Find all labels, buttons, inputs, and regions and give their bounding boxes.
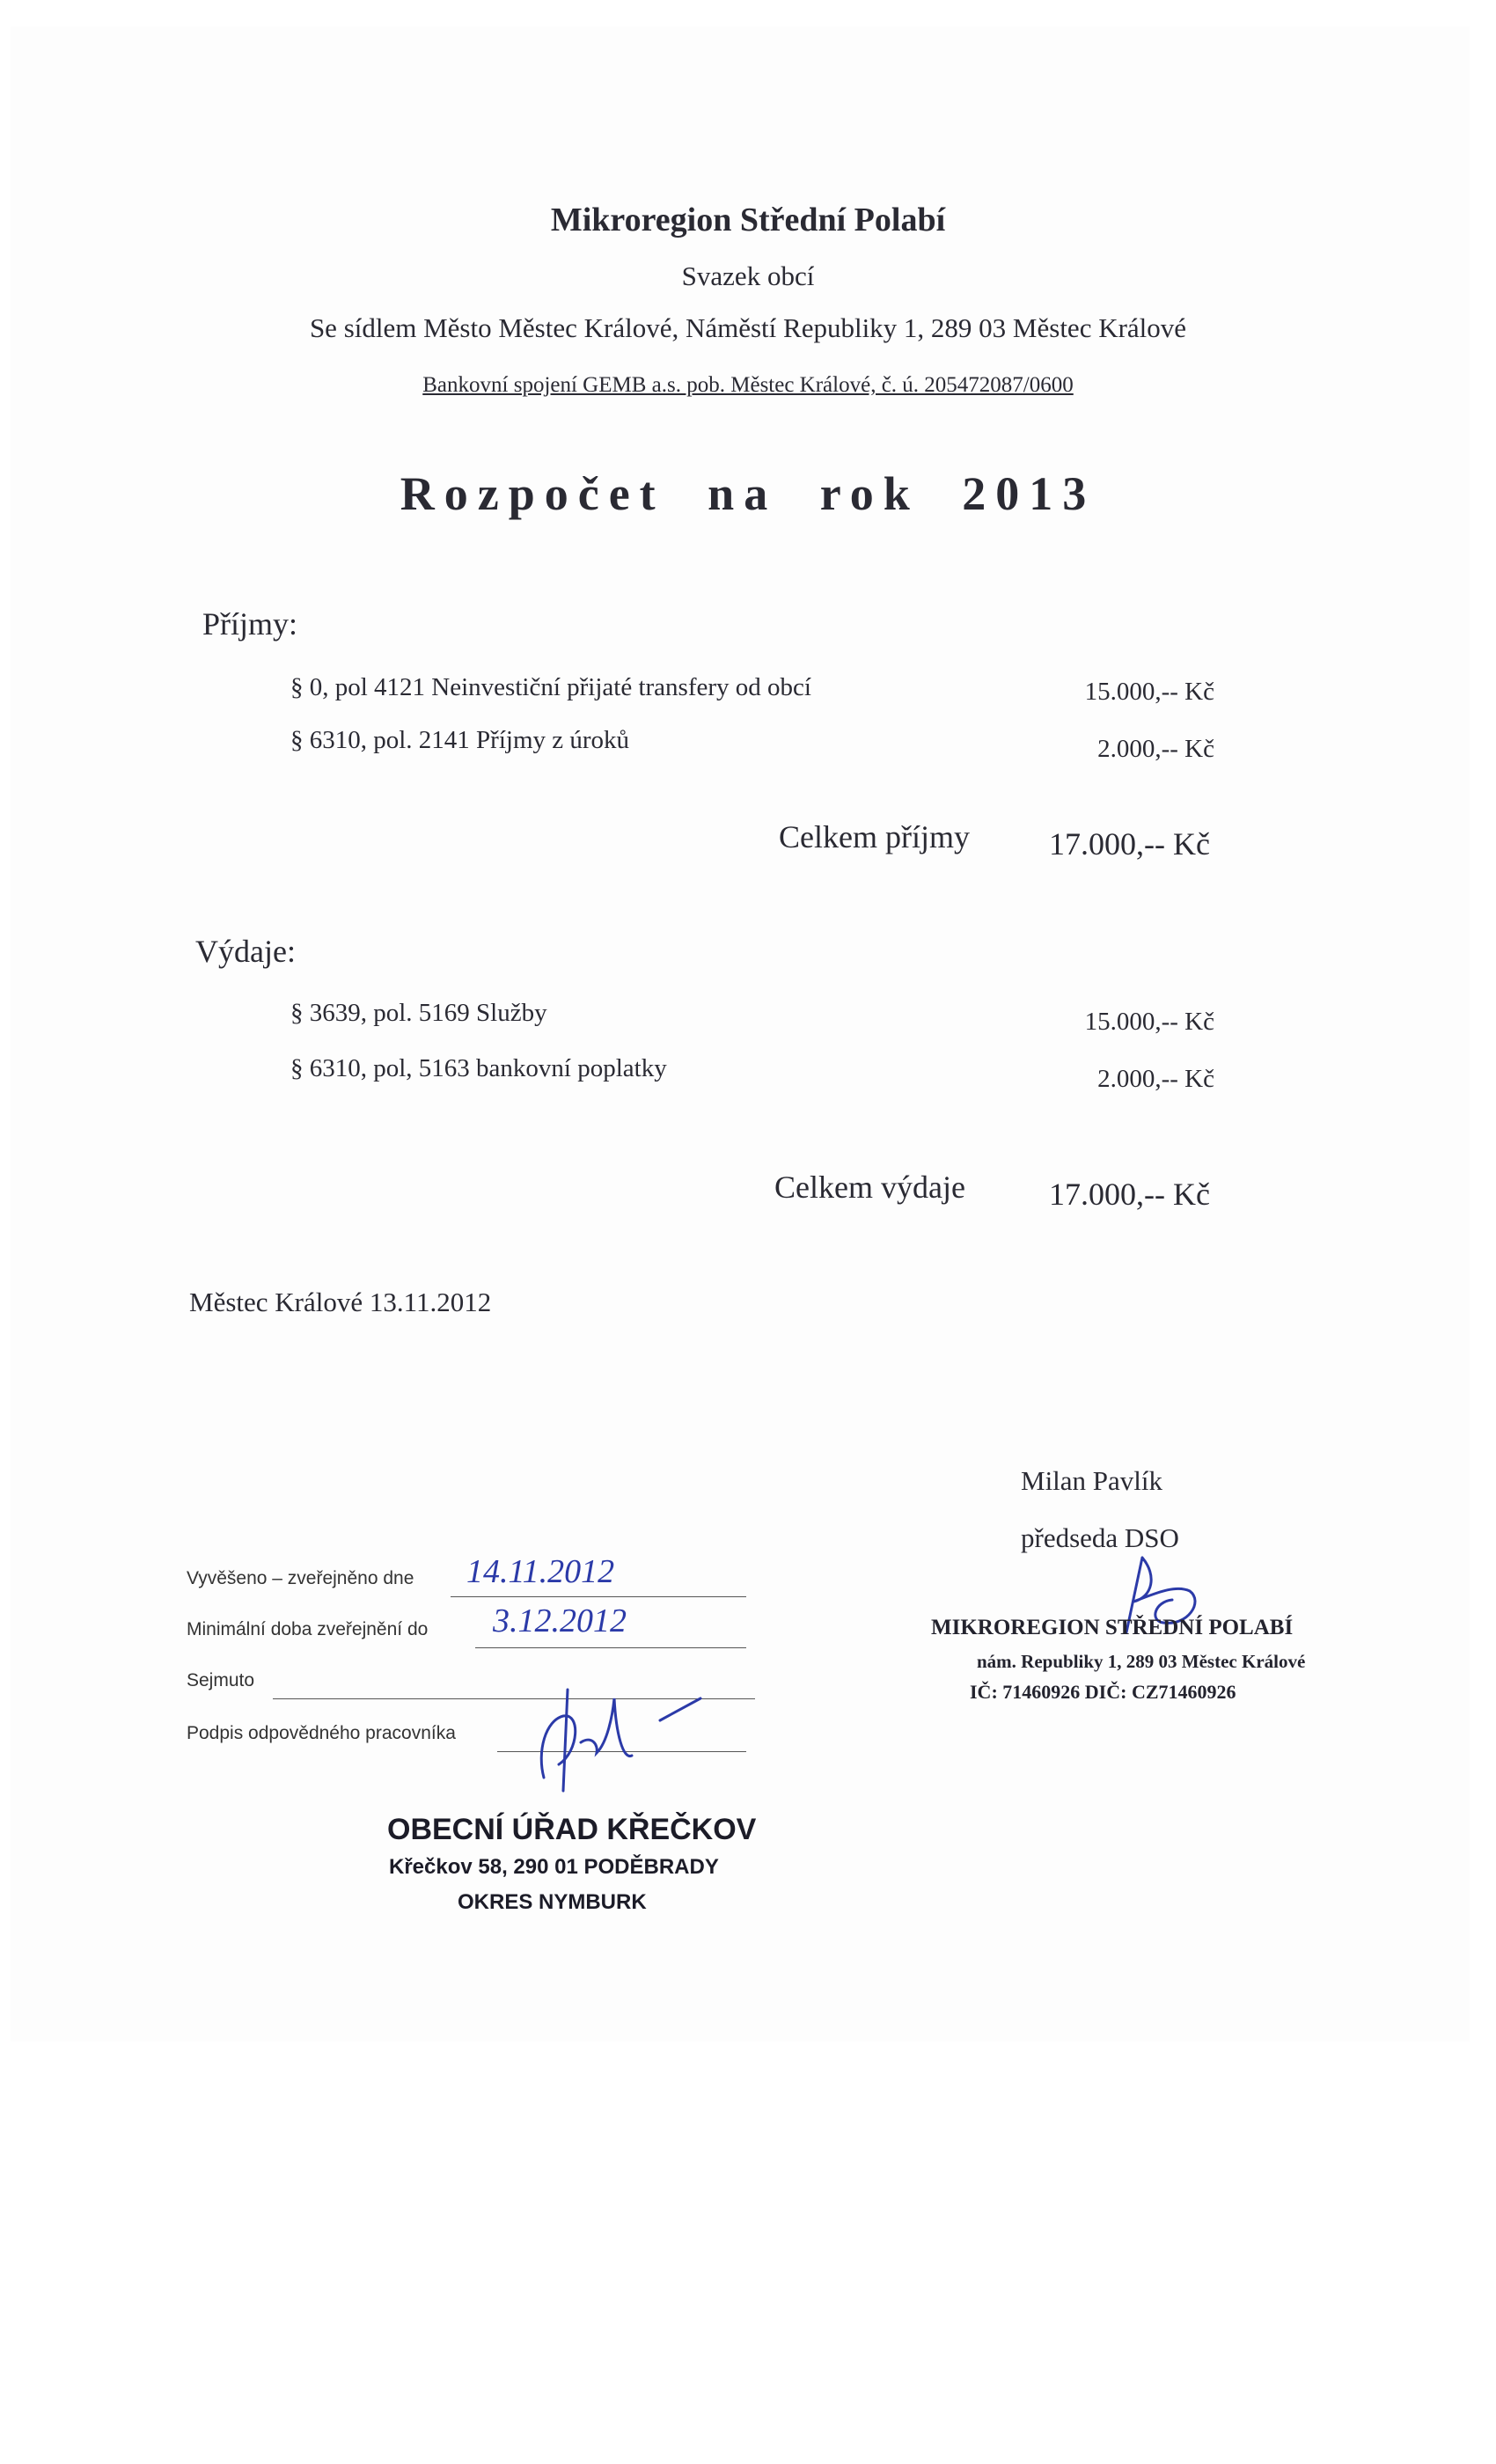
office-stamp-line-3: OKRES NYMBURK xyxy=(458,1890,647,1914)
organization-address: Se sídlem Město Městec Králové, Náměstí Republiky 1, 289 03 Městec Králové xyxy=(309,312,1187,343)
bank-details: Bankovní spojení GEMB a.s. pob. Městec Králové, č. ú. 205472087/0600 xyxy=(422,373,1074,397)
org-stamp-line-2: nám. Republiky 1, 289 03 Městec Králové xyxy=(977,1651,1306,1672)
posted-line xyxy=(451,1596,746,1597)
place-and-date: Městec Králové 13.11.2012 xyxy=(189,1287,492,1317)
posted-label: Vyvěšeno – zveřejněno dne xyxy=(187,1568,414,1588)
expenses-row-1-amount: 15.000,-- Kč xyxy=(1084,1008,1214,1036)
income-row-2-text: § 6310, pol. 2141 Příjmy z úroků xyxy=(290,726,630,754)
income-total-label: Celkem příjmy xyxy=(779,819,970,854)
income-row-1-amount: 15.000,-- Kč xyxy=(1084,678,1214,706)
org-stamp-line-1: MIKROREGION STŘEDNÍ POLABÍ xyxy=(931,1616,1294,1639)
official-signature xyxy=(528,1681,730,1795)
expenses-row-2-text: § 6310, pol, 5163 bankovní poplatky xyxy=(290,1054,667,1082)
organization-name: Mikroregion Střední Polabí xyxy=(550,202,946,238)
removed-label: Sejmuto xyxy=(187,1670,255,1690)
organization-type: Svazek obcí xyxy=(681,260,815,291)
expenses-total-label: Celkem výdaje xyxy=(774,1170,965,1205)
document-title: Rozpočet na rok 2013 xyxy=(400,467,1096,520)
expenses-label: Výdaje: xyxy=(195,934,296,969)
income-row-1-text: § 0, pol 4121 Neinvestiční přijaté transfery od obcí xyxy=(290,673,811,701)
income-total-amount: 17.000,-- Kč xyxy=(1049,826,1210,862)
signer-role: předseda DSO xyxy=(1021,1522,1179,1553)
signer-name: Milan Pavlík xyxy=(1021,1465,1163,1496)
min-period-label: Minimální doba zveřejnění do xyxy=(187,1619,429,1639)
office-stamp-line-1: OBECNÍ ÚŘAD KŘEČKOV xyxy=(387,1813,757,1846)
office-stamp-line-2: Křečkov 58, 290 01 PODĚBRADY xyxy=(389,1855,719,1879)
org-stamp-line-3: IČ: 71460926 DIČ: CZ71460926 xyxy=(970,1681,1236,1703)
signature-label: Podpis odpovědného pracovníka xyxy=(187,1723,456,1743)
posted-date-handwritten: 14.11.2012 xyxy=(466,1553,615,1590)
expenses-row-2-amount: 2.000,-- Kč xyxy=(1097,1065,1214,1093)
income-row-2-amount: 2.000,-- Kč xyxy=(1097,735,1214,763)
income-label: Příjmy: xyxy=(202,606,298,642)
min-period-line xyxy=(475,1647,746,1648)
expenses-total-amount: 17.000,-- Kč xyxy=(1049,1177,1210,1212)
expenses-row-1-text: § 3639, pol. 5169 Služby xyxy=(290,999,547,1027)
min-period-date-handwritten: 3.12.2012 xyxy=(493,1602,627,1639)
